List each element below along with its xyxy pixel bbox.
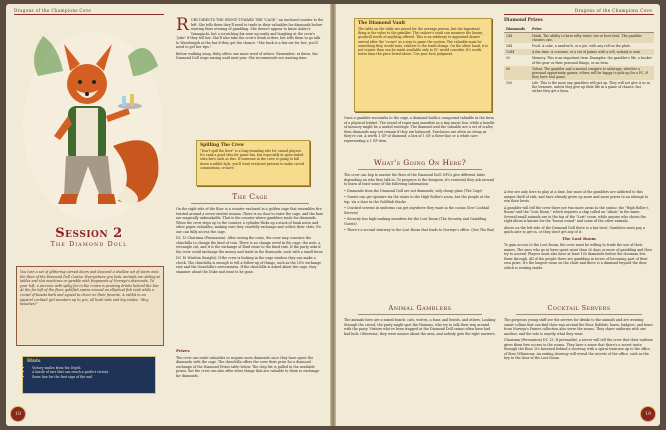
table-cell: Drink. The ability to have nifty water, tea or beer fruit. The gambler chooses one. (530, 33, 654, 44)
left-running-header: Dragons of the Champions Cove (14, 8, 92, 13)
lost-room-heading: The Lost Room (562, 235, 596, 241)
left-page (6, 4, 330, 426)
diamond-prizes-table (504, 26, 654, 94)
table-cell: Life. This is the most any gamblers will put up. They will not give it as in the treasure, unless they give up their life in a game of chance, but rather they get a boon. (532, 80, 650, 94)
prizes-heading: Prizes (176, 348, 190, 353)
whats-going-on-paragraph: The crow can hop to master the floor of the Diamond Doll. NPCs give different hints depending on who they talk to. To progress to the dungeon, it's essential they ask around to learn at least some of the following information: (344, 173, 494, 186)
table-cell: 1d4 (504, 33, 530, 44)
left-header-rule (14, 14, 164, 15)
info-bullet-text: There's a second stairway to the Lost Room that leads to Norwyn's office. (See The Bar) (347, 228, 495, 232)
cocktail-paragraph-1: The gorgeous young staff are the servers for drinks to the animals and are wearing smart-collars that can find their way around the floor. Rabbits, hares, badgers, and foxes from Norwyn's Fumes collection also serve the rooms. They share uniforms with one another, and the role is exactly what they wear. (504, 318, 653, 336)
hint-item: • A horde of rats that can reach a perfect victory (32, 370, 151, 374)
left-page-number: 18 (10, 406, 26, 422)
right-page (336, 4, 660, 426)
cage-section (176, 207, 324, 276)
gamblers-paragraph-2: A gambler will tell the crew there are two more areas in the casino: the "High Roller's Room" and the "Lost Room," which requires a chip called an "idiom" in the name. Several small animals are in the top of the "Lost" room, while anyone who shows the right idiom is known for the "bonus round" and some of the other animals. (504, 205, 649, 223)
table-cell: A fun time. A costume, or a set of paints with a roll; nobody is sure. (530, 49, 654, 55)
info-bullet-text: Diamonds from the Diamond Doll are not diamonds; only cheap glass (The Cage) (347, 188, 483, 193)
whats-going-on-section (344, 173, 496, 235)
hints-title: Hints (27, 359, 41, 364)
lost-room-paragraph: To gain access to the Lost Room, the crew must be willing to trade the use of their names. The ones who go in have spent more than 20 days or more of gambling and then try to ascend. Players must also have at least 100 diamonds before the doorman lets them through. All of the people there are gambling in terror of becoming part of their own prize. It's the longest room on the chart and there is a diamond beyond the door, which is waiting inside. (504, 243, 652, 270)
left-text-column (176, 15, 324, 63)
cage-paragraph-1: On the right side of the floor is a counter enclosed in a golden cage that resembles fire twisted around a seven-storied woman. There is no door to enter the cage, and the bars are magically unbreakable. That is the counter where gamblers trade for diamonds. When the crew steps up to the counter, a cylinder flicks up a stack of bank notes and other paper valuables, making sure they carefully exchange and collect their chits. No one can fully access the cage. (176, 207, 324, 234)
hints-list (23, 366, 155, 382)
table-header: Diamonds (504, 26, 530, 33)
cage-heading: The Cage (232, 192, 268, 201)
table-cell: Food. A cake, a sandwich, or a pie, with any roll on the plate. (532, 44, 632, 49)
info-bullet-text: Security has high-ranking members for the Lost Room (The Security and Gambling Guests) (344, 217, 487, 226)
intro-read-aloud-text: You turn a set of glittering carved doors and descend a shallow set of stairs onto the floor of the Diamond Doll Casino. Everywhere you look, animals are sitting at tables and slot machines or gamble with fragments of Norwyn's diamonds. To your left, a raccoon with spiky fur in the crown is praising drinks behind the bar. At the far left of the floor, goldfish swims around an elliptical fish tank while a crowd of beasts bark and squeal to cheer on their favorite. A rabbit in an apparel cocktail girl saunters up to you, all bush tails and big smiles. "Hey beauties!" (20, 270, 160, 307)
vault-box-title: The Diamond Vault (358, 21, 406, 26)
table-row (504, 33, 654, 44)
session-heading (14, 226, 164, 248)
table-row (504, 55, 654, 65)
advice-paragraph: Before walking away, Ruby offers one more word of advice. Remember: at dawn, the Diamond Doll stops raising until next year. She recommends not wasting time. (176, 51, 318, 60)
session-title: Session 2 (55, 226, 123, 241)
info-bullet: • Diamonds from the Diamond Doll are not diamonds; only cheap glass (The Cage) (344, 188, 483, 193)
info-bullet: • Cracked screens in uniforms can get anywhere they want in the casino (See Cocktail Servers) (344, 206, 490, 215)
spilling-box-text: "Don't spill the beer" is a long-standing rule for casual players. It's rank a good idea for game fun, but especially in open-ended sites here such as this. If someone in the crew is going to fall down a rabbit hole, you'll want everyone present to make crowd commotions, or have (200, 149, 305, 170)
info-bullet-text: Guests can get upstairs via the stairs to the High Roller's room, but the people at the top, via a door in the Goldlink Stacks (344, 195, 490, 204)
right-right-column (504, 190, 654, 272)
hint-item: • Draw line for the first sign of the end (32, 375, 151, 379)
cage-heading-rule (191, 203, 309, 204)
cage-paragraph-2: DC 13 Charisma (Persuasion): After seeing the coins, the crew may convince the chinchilla to change the kind of coin. There is no change owed in the cage, the note, a rectangle cut, and it is the exchange of fluid stone to the fixed rate. If the party asks if the crew could exchange the money and trade in the diamonds, each with a small favor. (176, 236, 324, 254)
table-cell: 30 (506, 56, 511, 61)
hints-box (22, 356, 156, 394)
table-cell: 10d4 (504, 49, 530, 55)
cocktail-servers-rule (516, 314, 642, 315)
session-subtitle: The Diamond Doll (50, 240, 128, 248)
info-bullet: • There's a second stairway to the Lost Room that leads to Norwyn's office. (See The Bar) (344, 228, 495, 232)
whats-going-on-rule (358, 169, 482, 170)
table-row (504, 80, 654, 94)
animal-gamblers-heading: Animal Gamblers (388, 304, 452, 312)
right-left-column (344, 116, 496, 145)
whats-going-on-heading: What's Going On Here? (373, 158, 467, 167)
table-row (504, 66, 654, 80)
intro-read-aloud-box (16, 266, 164, 346)
spilling-the-crew-box (196, 140, 310, 186)
table-cell: 60 (504, 66, 530, 80)
prizes-section (176, 349, 324, 380)
info-bullet: • Security has high-ranking members for the Lost Room (The Security and Gambling Guests) (344, 217, 487, 226)
table-cell: 100 (506, 80, 513, 85)
table-header-row (504, 26, 654, 33)
table-cell: 5d4 (506, 44, 513, 49)
opening-paragraph (176, 15, 324, 50)
cocktail-servers-heading: Cocktail Servers (547, 304, 611, 312)
info-bullet: • Guests can get upstairs via the stairs to the High Roller's room, but the people at the top, via a door in the Goldlink Stacks (344, 195, 490, 204)
info-bullet-text: Cracked screens in uniforms can get anywhere they want in the casino (See Cocktail Servers) (344, 206, 490, 215)
table-cell: Talent. The gambler and a mutual conspire to sabotage; whether a personal opportunity gamer; others will be happy to pick up for a PC, if they have real game. (530, 66, 654, 80)
vault-followup-paragraph: Once a gambler succumbs to the cage, a diamond holds a compound valuable in the form of a physical trinket. The round of ropes may manifest as a tiny music box, while a bundle of memory might be a sealed envelope. The diamond and the valuable are a set of scales; then diamonds may not remain if they are balanced. Purchases are often as cheap as they're cut. A worth 1 GP of diamond; a box of 1 GP, a three-line or a white care representing a 1 GP item. (344, 116, 495, 143)
right-header-rule (504, 14, 654, 15)
cage-paragraph-3: DC 16 Wisdom (Insight): If the crew is looking in the cage window they can make a check. The chinchilla is enough to tell a follow-up of things, such as the 10% exchange rate and the chinchilla's nervousness. If the chinchilla is asked about the cage, they stammer about the Duke and want to be gone. (176, 256, 322, 274)
cocktail-servers-section (504, 318, 654, 363)
hint-item: • Victory smiles from the Depth (32, 366, 151, 370)
right-page-number: 19 (640, 406, 656, 422)
opening-text: UBY DIRECTS THE GROUP TOWARD THE "CAGE," an enclosed counter to the left. She tells them they'll need to trade in their valuables for diamonds before starting their evening of gambling. She doesn't appear to know Ashiri's Yamaguchi, but a scratching fox nose up easily and laughing at the crow's "joke" if they tell her. She'll also take the crow's drink orders, but tells them to go talk to Wavelength at the bar if they get the chance. "She back is a fair ear for her; you'll need to get her tips." (176, 18, 324, 49)
cocktail-paragraph-2: Charisma (Persuasion) DC 13: If persuaded, a server will tell the crew that their uniform gives them free access to the rooms. They have a sense that there's a secret route through the floor. It's fastened behind a doorway with a spiral staircase up to the office of Boss Villaneous. An exiting doorway will reveal the secrets of the office, such as the key to the door of the Lost Room. (504, 338, 653, 360)
right-running-header: Dragons of the Champions Cove (574, 8, 652, 13)
diamond-vault-box (354, 18, 492, 112)
spilling-box-title: Spilling The Crew (200, 143, 244, 148)
prizes-paragraph: The crew can trade valuables to acquire more diamonds once they have spent the diamonds with the cage. The chinchilla offers the crew their prize for a diamond exchange of the Diamond Prizes table below. The chip list is pulled in the available prizes, but the crew can also offer other things that are valuable to them to exchange for diamonds. (176, 355, 320, 378)
vault-box-text: The table on the table are priced for the average person, but the important thing is the value to the gambler. The cashier's vault can measure the luxury, goodwill worth of anything offered. This is an arbitrary to-appraised dinner served after the "crows" as a way to game the system. The valuable must be something they would miss, relative to the trade doings. On the other hand, it is not crazier than can be made available only to PC would consider. It's worth lower than the price listed above. Use your best judgment. (358, 27, 488, 57)
table-cell: Memory. This is an important item. Examples: the gambler's life, a bucket of the gear or their personal things, or an item. (532, 56, 652, 65)
animal-gamblers-section (344, 318, 496, 338)
gamblers-paragraph-3: Above on the left side of the Diamond Doll there is a bar stool. Gamblers must pay a quick ante to get in, or they don't get any of it. (504, 225, 645, 234)
table-header: Prize (530, 26, 654, 33)
animal-gamblers-rule (358, 314, 482, 315)
diamond-prizes-title: Diamond Prizes (504, 18, 543, 23)
drop-cap: R (176, 15, 189, 35)
fox-illustration (18, 16, 168, 221)
gamblers-paragraph-1: A few are only here to play at a time, but most of the gamblers are addicted to this unique thrill of risk, and have already given up more and more prizes in an attempt to win their bests. (504, 190, 649, 203)
animal-gamblers-paragraph: The animals here are a mixed bunch: cats, wolves, a boar, and beasts, and others. Looking through the crowd, the party might spot the Humans, who try to talk their way around with the party. Visitors who've been trapped at the Diamond Doll casino often have had bad luck. Otherwise, they were unsure about the area, and nobody gets the right answers. (344, 318, 496, 336)
